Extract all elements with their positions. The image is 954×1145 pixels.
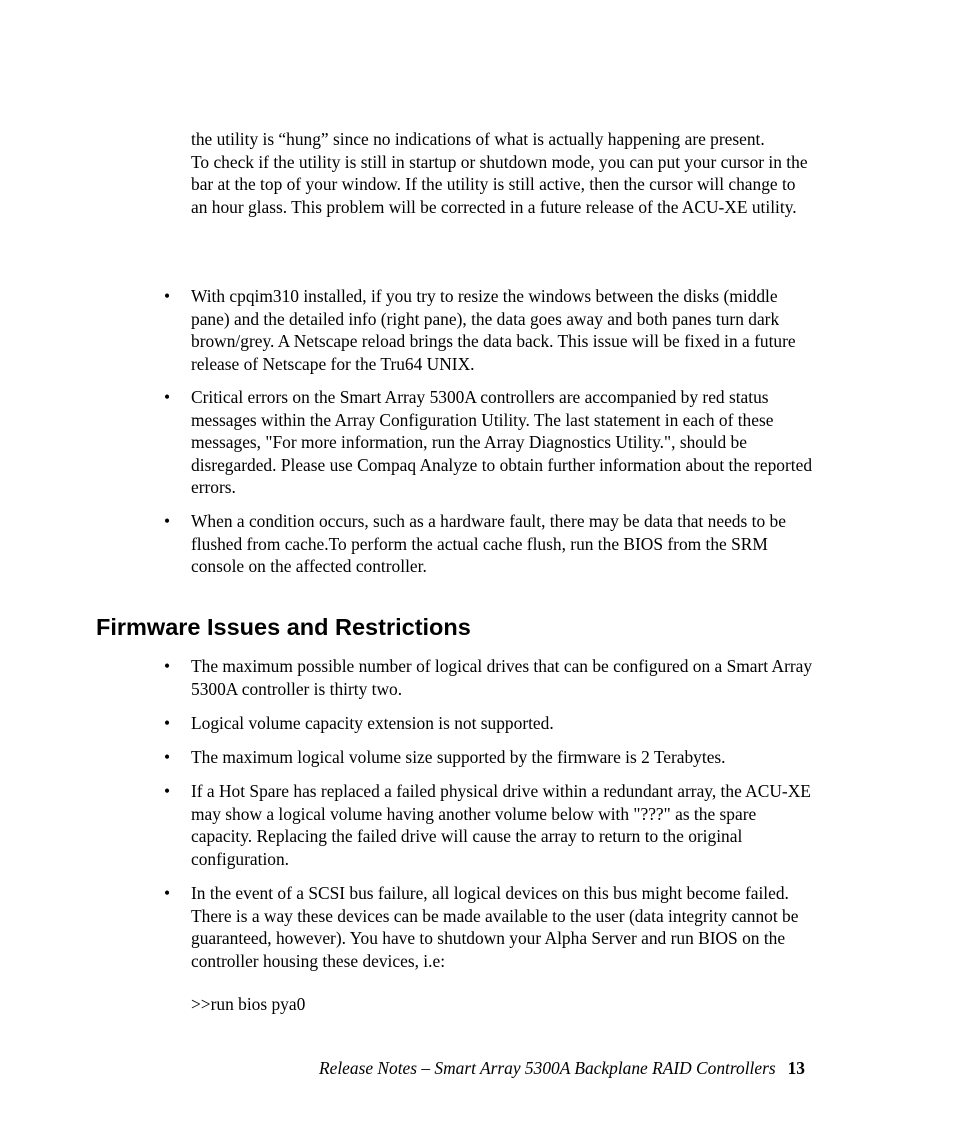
software-bullet-item	[163, 386, 816, 499]
section-heading: Firmware Issues and Restrictions	[96, 614, 471, 640]
firmware-bullet-item	[163, 746, 816, 769]
code-example: >>run bios pya0	[191, 994, 306, 1014]
bullet-text: In the event of a SCSI bus failure, all logical devices on this bus might become failed. There is a way these devices can be made available to the user (data integrity cannot be guaranteed, however). You have to shutdown your Alpha Server and run BIOS on the controller housing these devices, i.e:	[191, 883, 799, 971]
firmware-bullet-item	[163, 780, 816, 870]
software-bullet-item	[163, 285, 816, 375]
firmware-bullet-item	[163, 655, 816, 700]
bullet-text: If a Hot Spare has replaced a failed physical drive within a redundant array, the ACU-XE may show a logical volume having another volume below with "???" as the spare capacity. Replacing the failed drive will cause the array to return to the original configuration.	[191, 781, 811, 869]
bullet-icon: •	[163, 713, 171, 733]
bullet-icon: •	[163, 781, 171, 801]
bullet-icon: •	[163, 286, 171, 306]
bullet-icon: •	[163, 387, 171, 407]
software-bullet-item	[163, 510, 816, 578]
bullet-text: With cpqim310 installed, if you try to resize the windows between the disks (middle pane) and the detailed info (right pane), the data goes away and both panes turn dark brown/grey. A Netscape reload brings the data back. This issue will be fixed in a future release of Netscape for the Tru64 UNIX.	[191, 286, 796, 374]
bullet-text: Logical volume capacity extension is not supported.	[191, 713, 554, 733]
bullet-icon: •	[163, 656, 171, 676]
bullet-icon: •	[163, 511, 171, 531]
intro-paragraph-2: To check if the utility is still in startup or shutdown mode, you can put your cursor in the bar at the top of your window. If the utility is still active, then the cursor will change to an hour glass. This problem will be corrected in a future release of the ACU-XE utility.	[191, 151, 808, 217]
footer-title: Release Notes – Smart Array 5300A Backplane RAID Controllers	[319, 1058, 776, 1078]
firmware-bullet-item	[163, 882, 816, 972]
page-footer	[319, 1057, 805, 1080]
bullet-text: The maximum possible number of logical drives that can be configured on a Smart Array 5300A controller is thirty two.	[191, 656, 813, 699]
firmware-bullet-item	[163, 712, 816, 735]
intro-paragraph-1: the utility is “hung” since no indications of what is actually happening are present.	[191, 129, 765, 149]
bullet-icon: •	[163, 883, 171, 903]
page-number: 13	[787, 1058, 805, 1078]
bullet-text: Critical errors on the Smart Array 5300A controllers are accompanied by red status messages within the Array Configuration Utility. The last statement in each of these messages, "For more information, run the Array Diagnostics Utility.", should be disregarded. Please use Compaq Analyze to obtain further information about the reported errors.	[191, 387, 813, 497]
bullet-text: When a condition occurs, such as a hardware fault, there may be data that needs to be flushed from cache.To perform the actual cache flush, run the BIOS from the SRM console on the affected controller.	[191, 511, 786, 576]
bullet-icon: •	[163, 747, 171, 767]
bullet-text: The maximum logical volume size supported by the firmware is 2 Terabytes.	[191, 747, 726, 767]
intro-text	[191, 128, 811, 218]
